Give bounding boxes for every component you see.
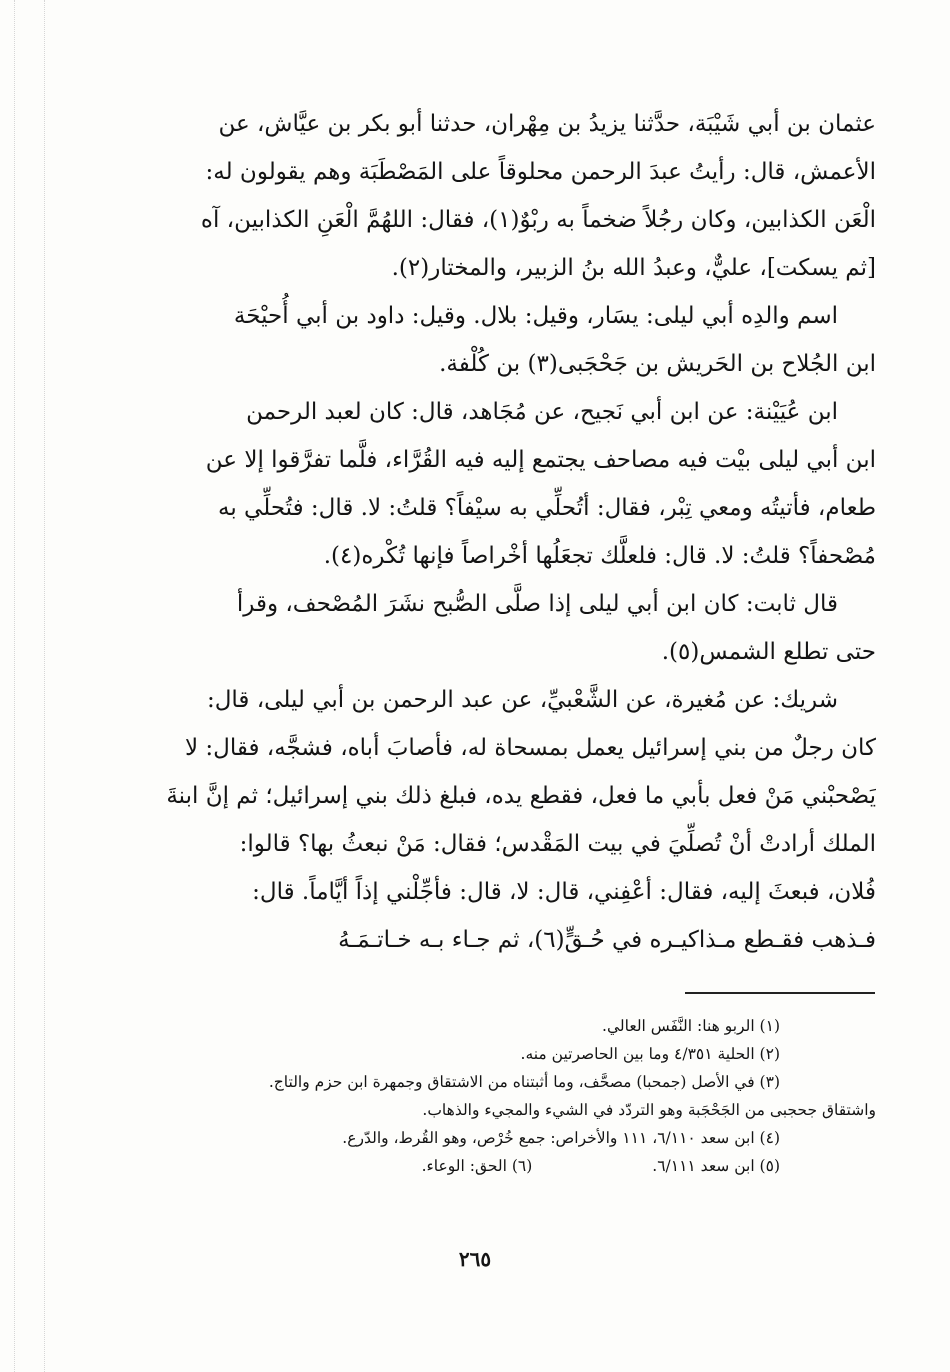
- page-number: ٢٦٥: [458, 1247, 492, 1271]
- paragraph: [158, 292, 876, 388]
- text-line: طعام، فأتيتُه ومعي تِبْر، فقال: أتُحلِّي به سيْفاً؟ قلتُ: لا. قال: فتُحلِّي به: [217, 495, 876, 521]
- paragraph: [158, 676, 876, 964]
- footnote: (٢) الحلية ٤/٣٥١ وما بين الحاصرتين منه.: [520, 1045, 780, 1063]
- text-line: اسم والدِه أبي ليلى: يسَار، وقيل: بلال. وقيل: داود بن أبي أُحيْحَة: [233, 303, 838, 329]
- text-line: الْعَن الكذابين، وكان رجُلاً ضخماً به ربْوٌ(١)، فقال: اللهُمَّ الْعَنِ الكذابين، آه: [200, 207, 876, 233]
- footnotes: [158, 1012, 876, 1180]
- text-line: الملك أرادتْ أنْ تُصلِّيَ في بيت المَقْدس؛ فقال: مَنْ نبعثُ بها؟ قالوا:: [239, 831, 876, 857]
- scan-edge-mark: [14, 0, 16, 1372]
- text-line: حتى تطلع الشمس(٥).: [661, 639, 876, 665]
- text-line: [ثم يسكت]، عليٌّ، وعبدُ الله بنُ الزبير، والمختار(٢).: [391, 255, 876, 281]
- text-line: يَصْحبْني مَنْ فعل بأبي ما فعل، فقطع يده، فبلغ ذلك بني إسرائيل؛ ثم إنَّ ابنةَ: [166, 783, 876, 809]
- main-text: [158, 100, 876, 964]
- footnote-separator: [685, 992, 875, 994]
- scan-edge-mark: [44, 0, 46, 1372]
- text-line: ابن أبي ليلى بيْت فيه مصاحف يجتمع إليه فيه القُرَّاء، فلَّما تفرَّقوا إلا عن: [205, 447, 876, 473]
- footnote-continuation: واشتقاق جحجبى من الجَحْجَبة وهو التردّد في الشيء والمجيء والذهاب.: [422, 1101, 876, 1119]
- text-line: شريك: عن مُغيرة، عن الشَّعْبيِّ، عن عبد الرحمن بن أبي ليلى، قال:: [206, 687, 838, 713]
- text-line: الأعمش، قال: رأيتُ عبدَ الرحمن محلوقاً على المَصْطَبَة وهم يقولون له:: [205, 159, 876, 185]
- footnote-row: [158, 1152, 876, 1180]
- text-line: عثمان بن أبي شَيْبَة، حدَّثنا يزيدُ بن مِهْران، حدثنا أبو بكر بن عيَّاش، عن: [218, 111, 876, 137]
- text-line: قال ثابت: كان ابن أبي ليلى إذا صلَّى الصُّبح نشَرَ المُصْحف، وقرأ: [236, 591, 838, 617]
- paragraph: [158, 388, 876, 580]
- footnote: (٣) في الأصل (جمحبا) مصحَّف، وما أثبتناه من الاشتقاق وجمهرة ابن حزم والتاج.: [268, 1073, 780, 1091]
- footnote: (٦) الحق: الوعاء.: [421, 1157, 533, 1175]
- paragraph: [158, 100, 876, 292]
- paragraph: [158, 580, 876, 676]
- text-line: فُلان، فبعثَ إليه، فقال: أعْفِني، قال: لا، قال: فأجِّلْني إذاً أيَّاماً. قال:: [252, 879, 876, 905]
- footnote: (١) الربو هنا: النَّفَس العالي.: [602, 1017, 780, 1035]
- text-line: ابن عُيَيْنة: عن ابن أبي نَجيح، عن مُجَاهد، قال: كان لعبد الرحمن: [246, 399, 838, 425]
- footnote: (٤) ابن سعد ٦/١١٠، ١١١ والأخراص: جمع خُرْص، وهو القُرط، والدّرع.: [342, 1129, 780, 1147]
- text-line: ابن الجُلاح بن الحَريش بن جَحْجَبى(٣) بن كُلْفة.: [439, 351, 876, 377]
- text-line: فـذهب فقـطع مـذاكيـره في حُـقٍّ(٦)، ثم جـاء بـه خـاتـمَـهُ: [338, 927, 876, 953]
- text-line: مُصْحفاً؟ قلتُ: لا. قال: فلعلَّك تجعَلُها أخْراصاً فإنها تُكْره(٤).: [323, 543, 876, 569]
- footnote: (٥) ابن سعد ٦/١١١.: [652, 1157, 780, 1175]
- text-line: كان رجلٌ من بني إسرائيل يعمل بمسحاة له، فأصابَ أباه، فشجَّه، فقال: لا: [184, 735, 876, 761]
